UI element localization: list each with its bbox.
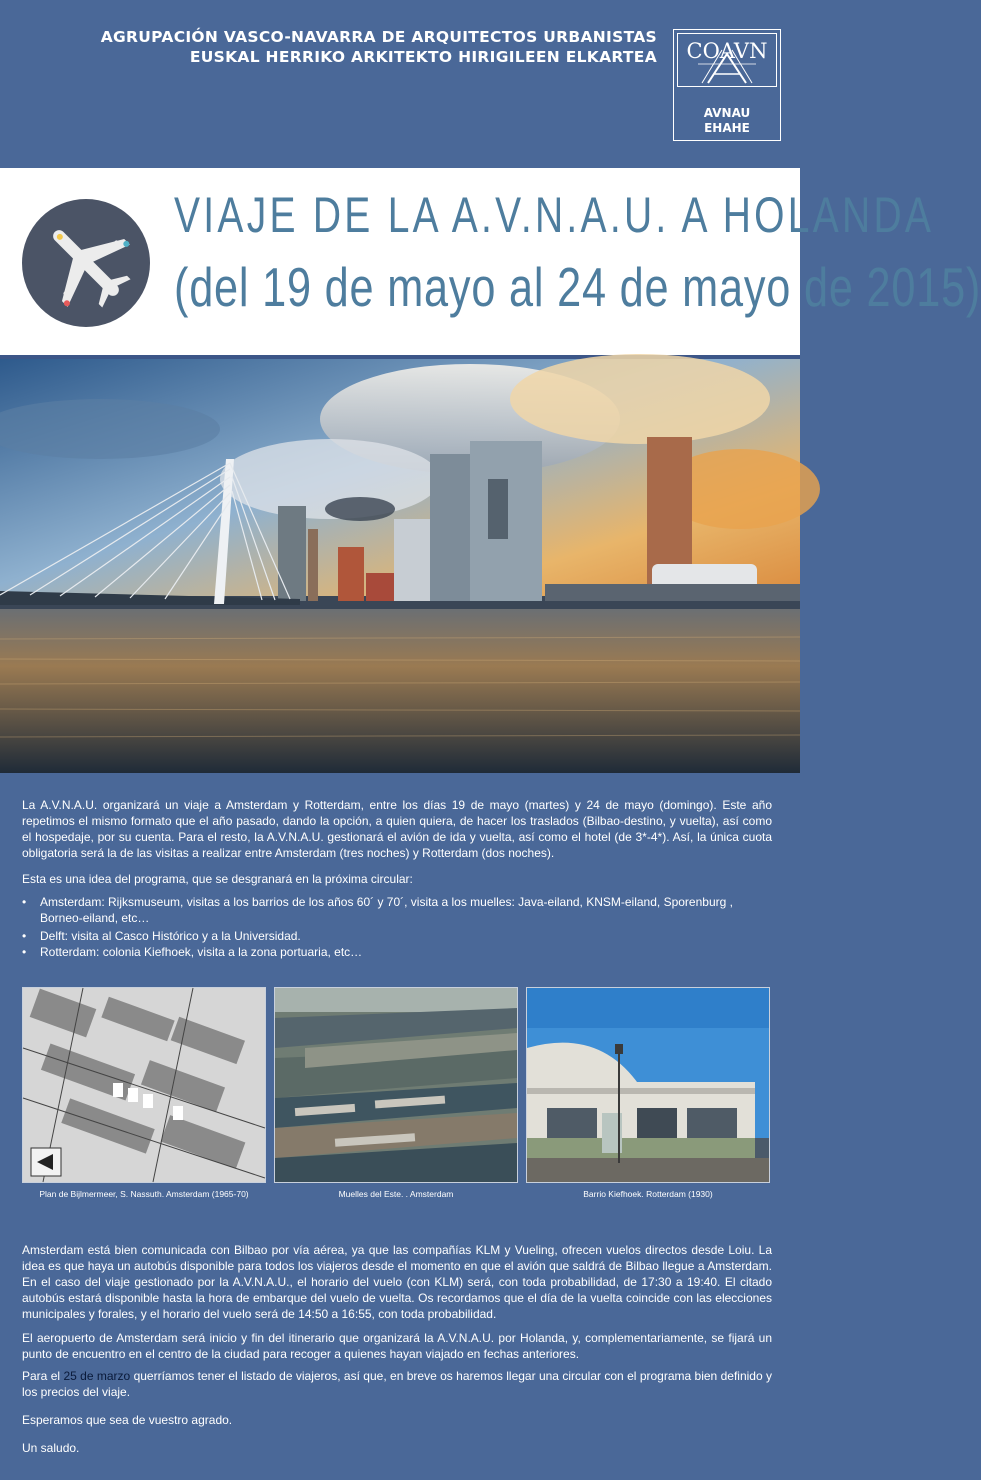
program-item-rotterdam: • Rotterdam: colonia Kiefhoek, visita a la zona portuaria, etc… xyxy=(22,944,772,960)
rotterdam-skyline-photo xyxy=(0,359,800,773)
program-intro: Esta es una idea del programa, que se desgranará en la próxima circular: xyxy=(22,872,413,886)
deadline-paragraph xyxy=(22,1368,772,1400)
airplane-icon xyxy=(22,199,150,327)
closing-line: Esperamos que sea de vuestro agrado. xyxy=(22,1413,233,1427)
eastern-docklands-image xyxy=(274,987,518,1183)
deadline-text-before: Para el xyxy=(22,1369,64,1383)
program-list xyxy=(22,894,772,960)
program-item-amsterdam: • Amsterdam: Rijksmuseum, visitas a los barrios de los años 60´ y 70´, visita a los muelles: Java-eiland, KNSM-eiland, Sporenburg , Borneo-eiland, etc… xyxy=(22,894,772,926)
bijlmermeer-plan-image xyxy=(22,987,266,1183)
trip-dates: (del 19 de mayo al 24 de mayo de 2015) xyxy=(174,256,981,318)
caption-kiefhoek: Barrio Kiefhoek. Rotterdam (1930) xyxy=(583,1189,713,1199)
airport-paragraph: El aeropuerto de Amsterdam será inicio y fin del itinerario que organizará la A.V.N.A.U. por Holanda, y, complementariamente, se fijará un punto de encuentro en el centro de la ciudad para recoger a quienes hayan viajado en fechas anteriores. xyxy=(22,1331,772,1361)
kiefhoek-photo xyxy=(526,987,770,1183)
deadline-date: 25 de marzo xyxy=(63,1369,131,1383)
intro-paragraph: La A.V.N.A.U. organizará un viaje a Amsterdam y Rotterdam, entre los días 19 de mayo (martes) y 24 de mayo (domingo). Este año repetimos el mismo formato que el año pasado, dando la opción, a quien quiera, de hacer los traslados (Bilbao-destino, y vuelta), así como el hospedaje, por su cuenta. Para el resto, la A.V.N.A.U. gestionará el avión de ida y vuelta, así como el hotel (de 3*-4*). Así, la única cuota obligatoria será la de las visitas a realizar entre Amsterdam (tres noches) y Rotterdam (dos noches). xyxy=(22,798,772,860)
logo-mark xyxy=(677,33,777,87)
caption-bijlmermeer: Plan de Bijlmermeer, S. Nassuth. Amsterdam (1965-70) xyxy=(39,1189,249,1199)
header-band xyxy=(0,0,800,168)
org-name-spanish: AGRUPACIÓN VASCO-NAVARRA DE ARQUITECTOS URBANISTAS xyxy=(100,28,657,46)
flight-paragraph: Amsterdam está bien comunicada con Bilbao por vía aérea, ya que las compañías KLM y Vueling, ofrecen vuelos directos desde Loiu. La idea es que haya un autobús disponible para todos los viajeros desde el momento en que el avión que saldrá de Bilbao llegue a Amsterdam. En el caso del viaje gestionado por la A.V.N.A.U., el horario del vuelo (con KLM) será, con toda probabilidad, de 17:30 a 19:40. El citado autobús estará disponible hasta la hora de embarque del vuelo de vuelta. Os recordamos que el día de la vuelta coincide con las elecciones municipales y forales, y el horario del vuelo será de 14:50 a 16:55, con toda probabilidad. xyxy=(22,1243,772,1321)
trip-title: VIAJE DE LA A.V.N.A.U. A HOLANDA xyxy=(174,187,935,243)
logo-label-avnau: AVNAU xyxy=(703,106,751,120)
org-name-basque: EUSKAL HERRIKO ARKITEKTO HIRIGILEEN ELKARTEA xyxy=(189,48,657,66)
logo-mark-text: COAVN xyxy=(686,39,768,63)
logo-label-ehahe: EHAHE xyxy=(704,121,750,135)
caption-docklands: Muelles del Este. . Amsterdam xyxy=(338,1189,454,1199)
coavn-logo xyxy=(673,29,781,141)
signoff: Un saludo. xyxy=(22,1441,80,1455)
deadline-text-after: querríamos tener el listado de viajeros, así que, en breve os haremos llegar una circular con el programa bien definido y los precios del viaje. xyxy=(22,1369,773,1399)
program-item-delft: • Delft: visita al Casco Histórico y a la Universidad. xyxy=(22,928,772,944)
